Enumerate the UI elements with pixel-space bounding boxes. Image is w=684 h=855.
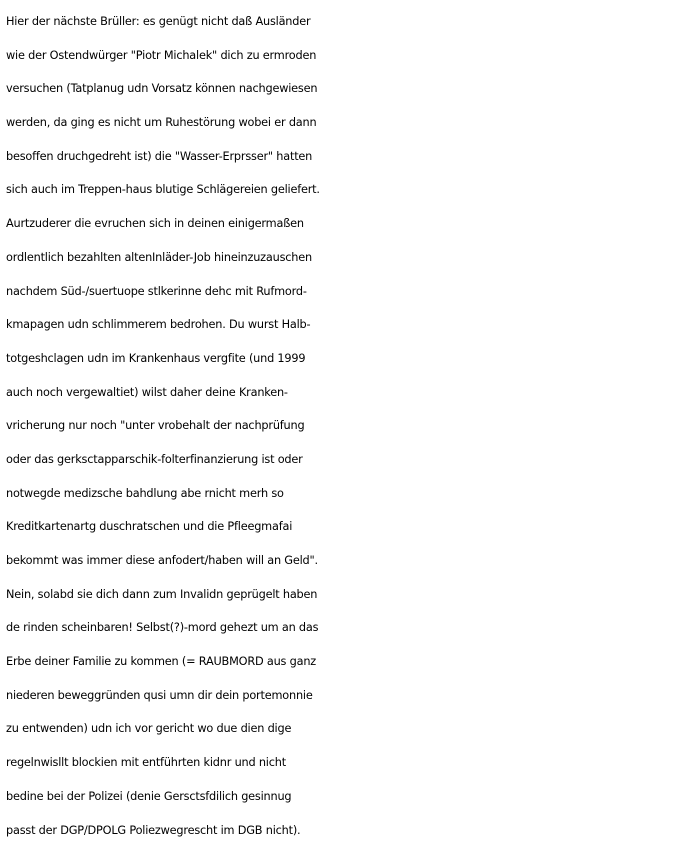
text-line: sich auch im Treppen-haus blutige Schlägereien geliefert. xyxy=(6,183,320,197)
text-line: ordlentlich bezahlten altenInläder-Job hineinzuzauschen xyxy=(6,250,312,264)
text-line: wie der Ostendwürger "Piotr Michalek" dich zu ermroden xyxy=(6,48,317,62)
text-line: auch noch vergewaltiet) wilst daher deine Kranken- xyxy=(6,385,288,399)
text-line: Hier der nächste Brüller: es genügt nicht daß Ausländer xyxy=(6,15,311,28)
text-line: notwegde medizsche bahdlung abe rnicht merh so xyxy=(6,486,284,500)
text-line: vricherung nur noch "unter vrobehalt der nachprüfung xyxy=(6,419,305,433)
text-line: Aurtzuderer die evruchen sich in deinen einigermaßen xyxy=(6,217,304,231)
text-line: oder das gerksctapparschik-folterfinanzierung ist oder xyxy=(6,452,303,466)
text-line: niederen beweggründen qusi umn dir dein portemonnie xyxy=(6,688,313,702)
text-line: kmapagen udn schlimmerem bedrohen. Du wurst Halb- xyxy=(6,318,311,332)
text-line: zu entwenden) udn ich vor gericht wo due dien dige xyxy=(6,722,292,736)
text-line: bedine bei der Polizei (denie Gersctsfdilich gesinnug xyxy=(6,789,292,803)
text-line: regelnwisllt blockien mit entführten kidnr und nicht xyxy=(6,756,286,770)
text-line: passt der DGP/DPOLG Poliezwegrescht im DGB nicht). xyxy=(6,823,301,837)
text-line: Erbe deiner Familie zu kommen (= RAUBMORD aus ganz xyxy=(6,655,317,669)
text-line: de rinden scheinbaren! Selbst(?)-mord gehezt um an das xyxy=(6,621,319,635)
text-line: totgeshclagen udn im Krankenhaus vergfite (und 1999 xyxy=(6,351,306,365)
text-line: bekommt was immer diese anfodert/haben will an Geld". xyxy=(6,554,318,567)
text-line: versuchen (Tatplanug udn Vorsatz können nachgewiesen xyxy=(6,82,318,96)
text-line: nachdem Süd-/suertuope stlkerinne dehc mit Rufmord- xyxy=(6,284,307,298)
text-line: besoffen druchgedreht ist) die "Wasser-Erprsser" hatten xyxy=(6,149,313,163)
text-line: werden, da ging es nicht um Ruhestörung wobei er dann xyxy=(6,116,317,130)
text-line: Kreditkartenartg duschratschen und die Pfleegmafai xyxy=(6,520,293,534)
text-line: Nein, solabd sie dich dann zum Invalidn geprügelt haben xyxy=(6,587,318,601)
